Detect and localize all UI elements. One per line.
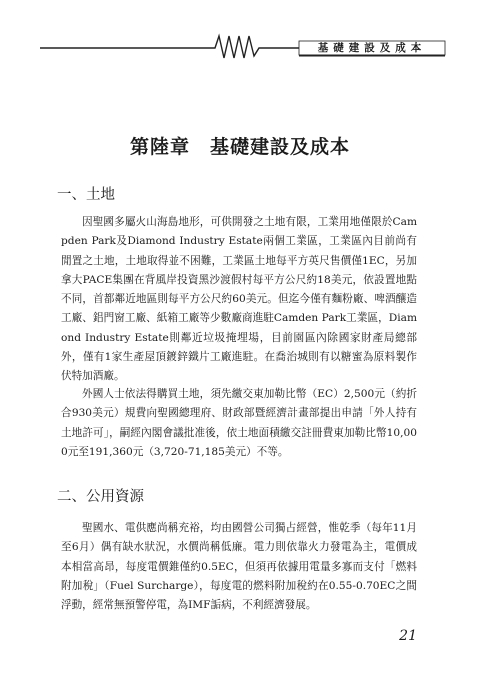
section-heading-land: 一、土地 [57,187,115,203]
chapter-title: 第陸章 基礎建設及成本 [129,135,350,158]
section-heading-utilities: 二、公用資源 [57,489,144,505]
header-heartbeat-line [0,0,480,80]
paragraph-utilities-1: 聖國水、電供應尚稱充裕，均由國營公司獨占經營，惟乾季（每年11月至6月）偶有缺水狀況，水價尚稱低廉。電力則依靠火力發電為主，電價成本相當高昂，每度電價錐僅約0.5EC，但須再依據用電量多寡而支付「燃料附加稅」（Fuel Surcharge），每度電的燃料附加稅約在0.55-0.70EC之間浮動，經常無預警停電，為IMF詬病，不利經濟發展。 [61,522,417,612]
page-header [0,0,480,80]
paragraph-land-2: 外國人士依法得購買土地，須先繳交東加勒比幣（EC）2,500元（約折合930美元）規費向聖國總理府、財政部暨經濟計畫部提出申請「外人持有土地許可」，嗣經內閣會議批准後，依土地面積繳交註冊費東加勒比幣10,000元至191,360元（3,720-71,185美元）不等。 [61,388,417,458]
running-head: 基礎建設及成本 [317,42,427,54]
paragraph-land-1: 因聖國多屬火山海島地形，可供開發之土地有限，工業用地僅限於Campden Park及Diamond Industry Estate兩個工業區，工業區內目前尚有閒置之土地，土地取得並不困難，工業區土地每平方英尺售價僅1EC，另加拿大PACE集團在背風岸投資黑沙渡假村每平方公尺約18美元，依設置地點不同，首都鄰近地區則每平方公尺約60美元。但迄今僅有麵粉廠、啤酒釀造工廠、鋁門窗工廠、紙箱工廠等少數廠商進駐Camden Park工業區，Diamond Industry Estate則鄰近垃圾掩埋場，目前園區內除國家財產局總部外，僅有1家生產屋頂鍍鋅鐵片工廠進駐。在喬治城則有以糖蜜為原料製作伏特加酒廠。 [61,216,417,383]
page-number: 21 [399,628,417,644]
